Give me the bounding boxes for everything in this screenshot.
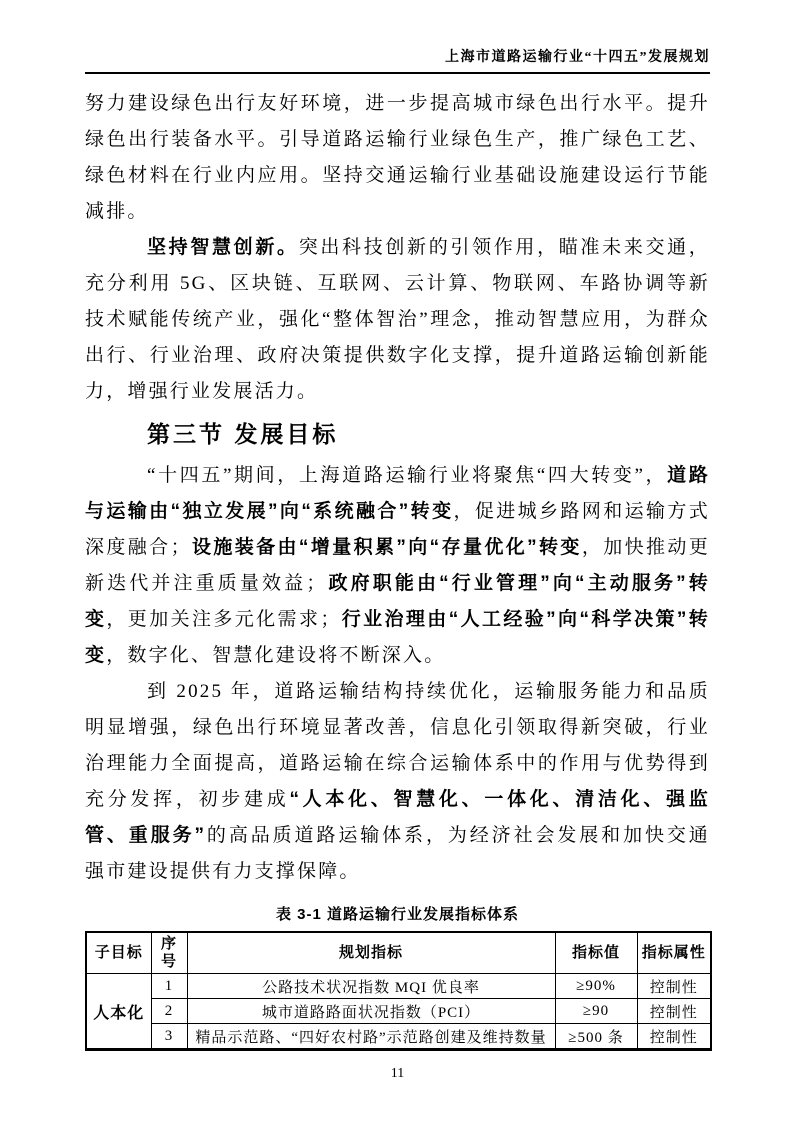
header-value: 指标值: [555, 932, 637, 974]
header-subgoal: 子目标: [86, 932, 151, 974]
table-body: [86, 974, 711, 1050]
indicator-cell: 精品示范路、“四好农村路”示范路创建及维持数量: [187, 1024, 555, 1050]
body-text: “十四五”期间，上海道路运输行业将聚焦“四大转变”，: [147, 465, 668, 486]
paragraph-green-travel: [85, 86, 710, 230]
row-number-cell: 1: [151, 974, 187, 999]
paragraph-four-transitions: [85, 458, 710, 674]
table-header: [86, 932, 711, 974]
emphasis-text: 政府职能由“行业管理”向“主动服务”转变: [85, 573, 710, 630]
emphasis-text: 坚持智慧创新。: [147, 237, 299, 258]
emphasis-text: 设施装备由“增量积累”向“存量优化”转变: [191, 537, 582, 558]
body-text: 突出科技创新的引领作用，瞄准未来交通，充分利用 5G、区块链、互联网、云计算、物联网、车路协调等新技术赋能传统产业，强化“整体智治”理念，推动智慧应用，为群众出行、行业治理、政府决策提供数字化支撑，提升道路运输创新能力，增强行业发展活力。: [85, 237, 710, 402]
attribute-cell: 控制性: [637, 999, 711, 1024]
body-text: 到 2025 年，道路运输结构持续优化，运输服务能力和品质明显增强，绿色出行环境显著改善，信息化引领取得新突破，行业治理能力全面提高，道路运输在综合运输体系中的作用与优势得到充分发挥，初步建成: [85, 681, 710, 810]
value-cell: ≥90%: [555, 974, 637, 999]
page-header-title: 上海市道路运输行业“十四五”发展规划: [445, 50, 710, 65]
value-cell: ≥90: [555, 999, 637, 1024]
page-footer: [85, 1066, 710, 1082]
table-row: [86, 999, 711, 1024]
emphasis-text: 行业治理由“人工经验”向“科学决策”转变: [85, 609, 711, 666]
section-heading: 第三节 发展目标: [147, 421, 339, 447]
page-number: 11: [390, 1066, 405, 1081]
table-row: [86, 1024, 711, 1050]
row-number-cell: 2: [151, 999, 187, 1024]
paragraph-2025-goals: [85, 674, 710, 890]
body-text: ，更加关注多元化需求；: [106, 609, 342, 630]
body-text: ，促进城乡路网和运输方式深度融合；: [85, 501, 710, 558]
table-row: [86, 974, 711, 999]
body-text: 的高品质道路运输体系，为经济社会发展和加快交通强市建设提供有力支撑保障。: [85, 825, 710, 882]
document-body: [85, 86, 710, 1051]
header-attribute: 指标属性: [637, 932, 711, 974]
attribute-cell: 控制性: [637, 1024, 711, 1050]
value-cell: ≥500 条: [555, 1024, 637, 1050]
header-number: 序号: [151, 932, 187, 974]
page-header: [85, 46, 710, 74]
header-rule: [85, 72, 710, 74]
body-text: ，数字化、智慧化建设将不断深入。: [106, 645, 446, 666]
indicator-cell: 城市道路路面状况指数（PCI）: [187, 999, 555, 1024]
subgoal-cell: 人本化: [86, 974, 151, 1050]
attribute-cell: 控制性: [637, 974, 711, 999]
emphasis-text: 道路与运输由“独立发展”向“系统融合”转变: [85, 465, 711, 522]
paragraph-smart-innovation: [85, 230, 710, 410]
emphasis-text: “人本化、智慧化、一体化、清洁化、强监管、重服务”: [85, 789, 710, 846]
indicator-table: [85, 931, 712, 1051]
table-header-row: [86, 932, 711, 974]
table-caption: 表 3-1 道路运输行业发展指标体系: [275, 906, 520, 923]
header-indicator: 规划指标: [187, 932, 555, 974]
body-text: 努力建设绿色出行友好环境，进一步提高城市绿色出行水平。提升绿色出行装备水平。引导道路运输行业绿色生产，推广绿色工艺、绿色材料在行业内应用。坚持交通运输行业基础设施建设运行节能减排。: [85, 93, 710, 222]
body-text: ，加快推动更新迭代并注重质量效益；: [85, 537, 710, 594]
row-number-cell: 3: [151, 1024, 187, 1050]
indicator-cell: 公路技术状况指数 MQI 优良率: [187, 974, 555, 999]
